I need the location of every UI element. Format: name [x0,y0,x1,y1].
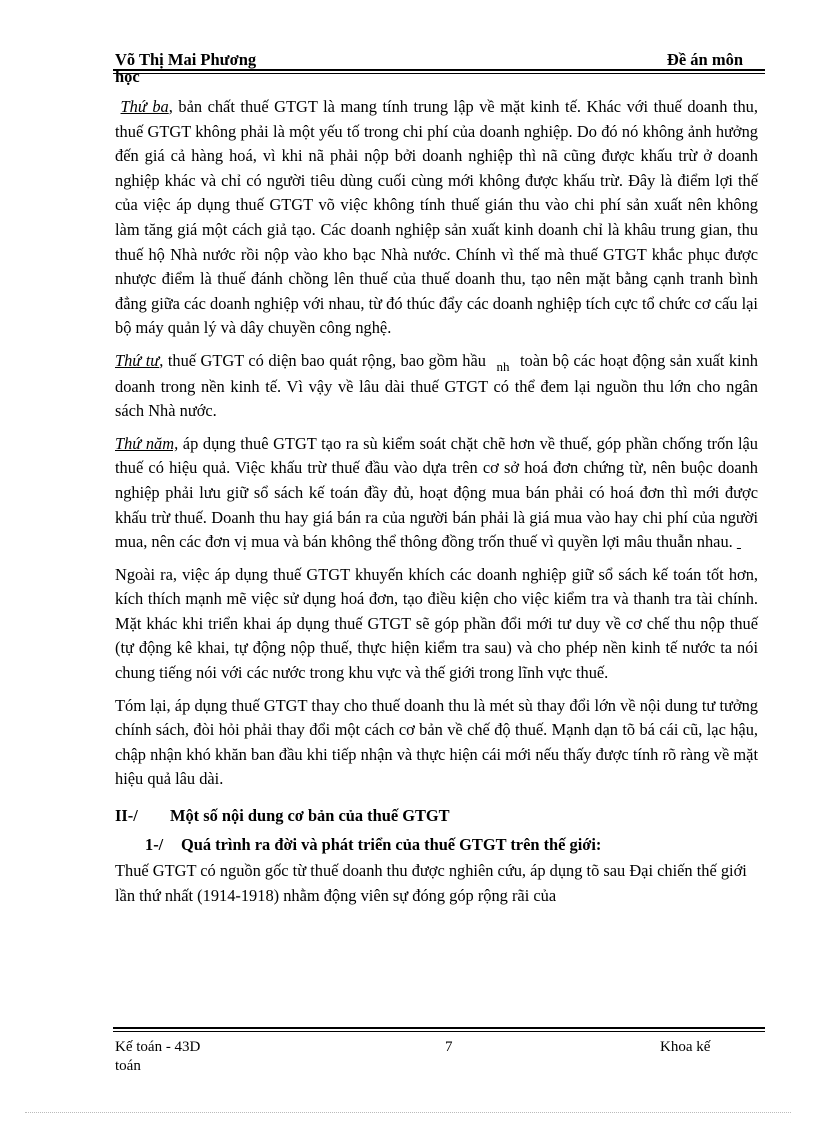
paragraph-thu-tu [115,349,758,424]
header-rule-thin [113,73,765,74]
paragraph-text: toàn bộ các hoạt động sản xuất kinh doanh trong nền kinh tế. Vì vậy về lâu dài thuế GTGT có thể đem lại nguồn thu lớn cho ngân sách Nhà nước. [115,350,758,421]
document-body [115,95,758,916]
footer-rule [113,1027,765,1029]
footer-class: Kế toán - 43D [115,1039,201,1055]
paragraph-lead: Thứ năm, [115,433,179,453]
header-doc-type-wrap: học [115,67,140,86]
header-doc-type: Đề án môn [666,50,743,69]
subsection-number: 1-/ [145,834,164,854]
footer-faculty-wrap: toán [115,1058,141,1074]
paragraph-thu-ba [115,95,758,341]
section-heading [115,804,758,829]
stray-fragment: nh [496,358,510,374]
paragraph-lead: Thứ ba [120,97,169,116]
paragraph-lead: Thứ tư [115,350,160,370]
paragraph-thu-nam [115,432,758,555]
section-title: Một số nội dung cơ bản của thuế GTGT [170,806,450,826]
subsection-title: Quá trình ra đời và phát triển của thuế GTGT trên thế giới: [181,834,602,854]
paragraph-text: , thuế GTGT có diện bao quát rộng, bao gồm hầu [159,350,486,370]
footer-faculty: Khoa kế [660,1039,711,1055]
paragraph-nguon-goc: Thuế GTGT có nguồn gốc từ thuế doanh thu được nghiên cứu, áp dụng tõ sau Đại chiến thế giới lần thứ nhất (1914-1918) nhằm động viên sự đóng góp rộng rãi của [115,861,747,905]
paragraph-text: áp dụng thuê GTGT tạo ra sù kiểm soát chặt chẽ hơn về thuế, góp phần chống trốn lậu thuế có hiệu quả. Việc khấu trừ thuế đầu vào dựa trên cơ sở hoá đơn chứng từ, nên buộc doanh nghiệp phải lưu giữ sổ sách kế toán đầy đủ, hoạt động mua bán phải có hoá đơn thì mới được khấu trừ thuế. Doanh thu hay giá bán ra của người bán phải là giá mua vào hay chi phí của người mua, nên các đơn vị mua và bán không thể thông đồng trốn thuế vì quyền lợi mâu thuẫn nhau. [115,433,758,552]
subsection-heading [145,833,758,858]
section-number: II-/ [115,806,138,826]
page-header [115,50,765,84]
paragraph-tom-lai: Tóm lại, áp dụng thuế GTGT thay cho thuế doanh thu là mét sù thay đổi lớn về nội dung tư tưởng chính sách, đòi hỏi phải thay đổi một cách cơ bản về chế độ thuế. Mạnh dạn tõ bá cái cũ, lạc hậu, chập nhận khó khăn ban đầu khi tiếp nhận và thực hiện cái mới nếu thấy được tính rõ ràng về mặt hiệu quả lâu dài. [115,695,758,789]
paragraph-text: , bản chất thuế GTGT là mang tính trung lập về mặt kinh tế. Khác với thuế doanh thu, thuế GTGT không phải là một yếu tố trong chi phí của doanh nghiệp. Do đó nó không ảnh hưởng đến giá cả hàng hoá, vì khi nã phải nộp bởi doanh nghiệp thì nã cũng được khấu trừ ở doanh nghiệp khác và chỉ có người tiêu dùng cuối cùng mới không được khấu trừ. Đây là điểm lợi thế của việc áp dụng thuế GTGT võ việc không tính thuế gián thu vào chi phí sản xuất nên không làm tăng giá một cách giả tạo. Các doanh nghiệp sản xuất kinh doanh chỉ là khâu trung gian, thu thuế hộ Nhà nước rồi nộp vào kho bạc Nhà nước. Chính vì thế mà thuế GTGT khắc phục được nhược điểm là thuế đánh chồng lên thuế của thuế doanh thu, tạo nên mặt bằng cạnh tranh bình đẳng giữa các doanh nghiệp với nhau, từ đó thúc đẩy các doanh nghiệp tích cực tổ chức cơ cấu lại bộ máy quản lý và dây chuyền công nghệ. [115,97,758,338]
page-edge-dots [25,1112,791,1113]
page-footer [115,1037,765,1075]
header-rule [113,69,765,71]
footer-rule-thin [113,1031,765,1032]
paragraph-ngoai-ra: Ngoài ra, việc áp dụng thuế GTGT khuyến khích các doanh nghiệp giữ sổ sách kế toán tốt hơn, kích thích mạnh mẽ việc sử dụng hoá đơn, tạo điều kiện cho việc kiểm tra và thanh tra tài chính. Mặt khác khi triển khai áp dụng thuế GTGT sẽ góp phần đổi mới tư duy về cơ chế thu nộp thuế (tự động kê khai, tự động nộp thuế, thực hiện kiểm tra sau) và cho phép nền kinh tế nước ta nói chung tiếng nói với các nước trong khu vực và thế giới trong lĩnh vực thuế. [115,564,758,683]
page-number: 7 [445,1039,453,1055]
header-author: Võ Thị Mai Phương [115,50,257,69]
